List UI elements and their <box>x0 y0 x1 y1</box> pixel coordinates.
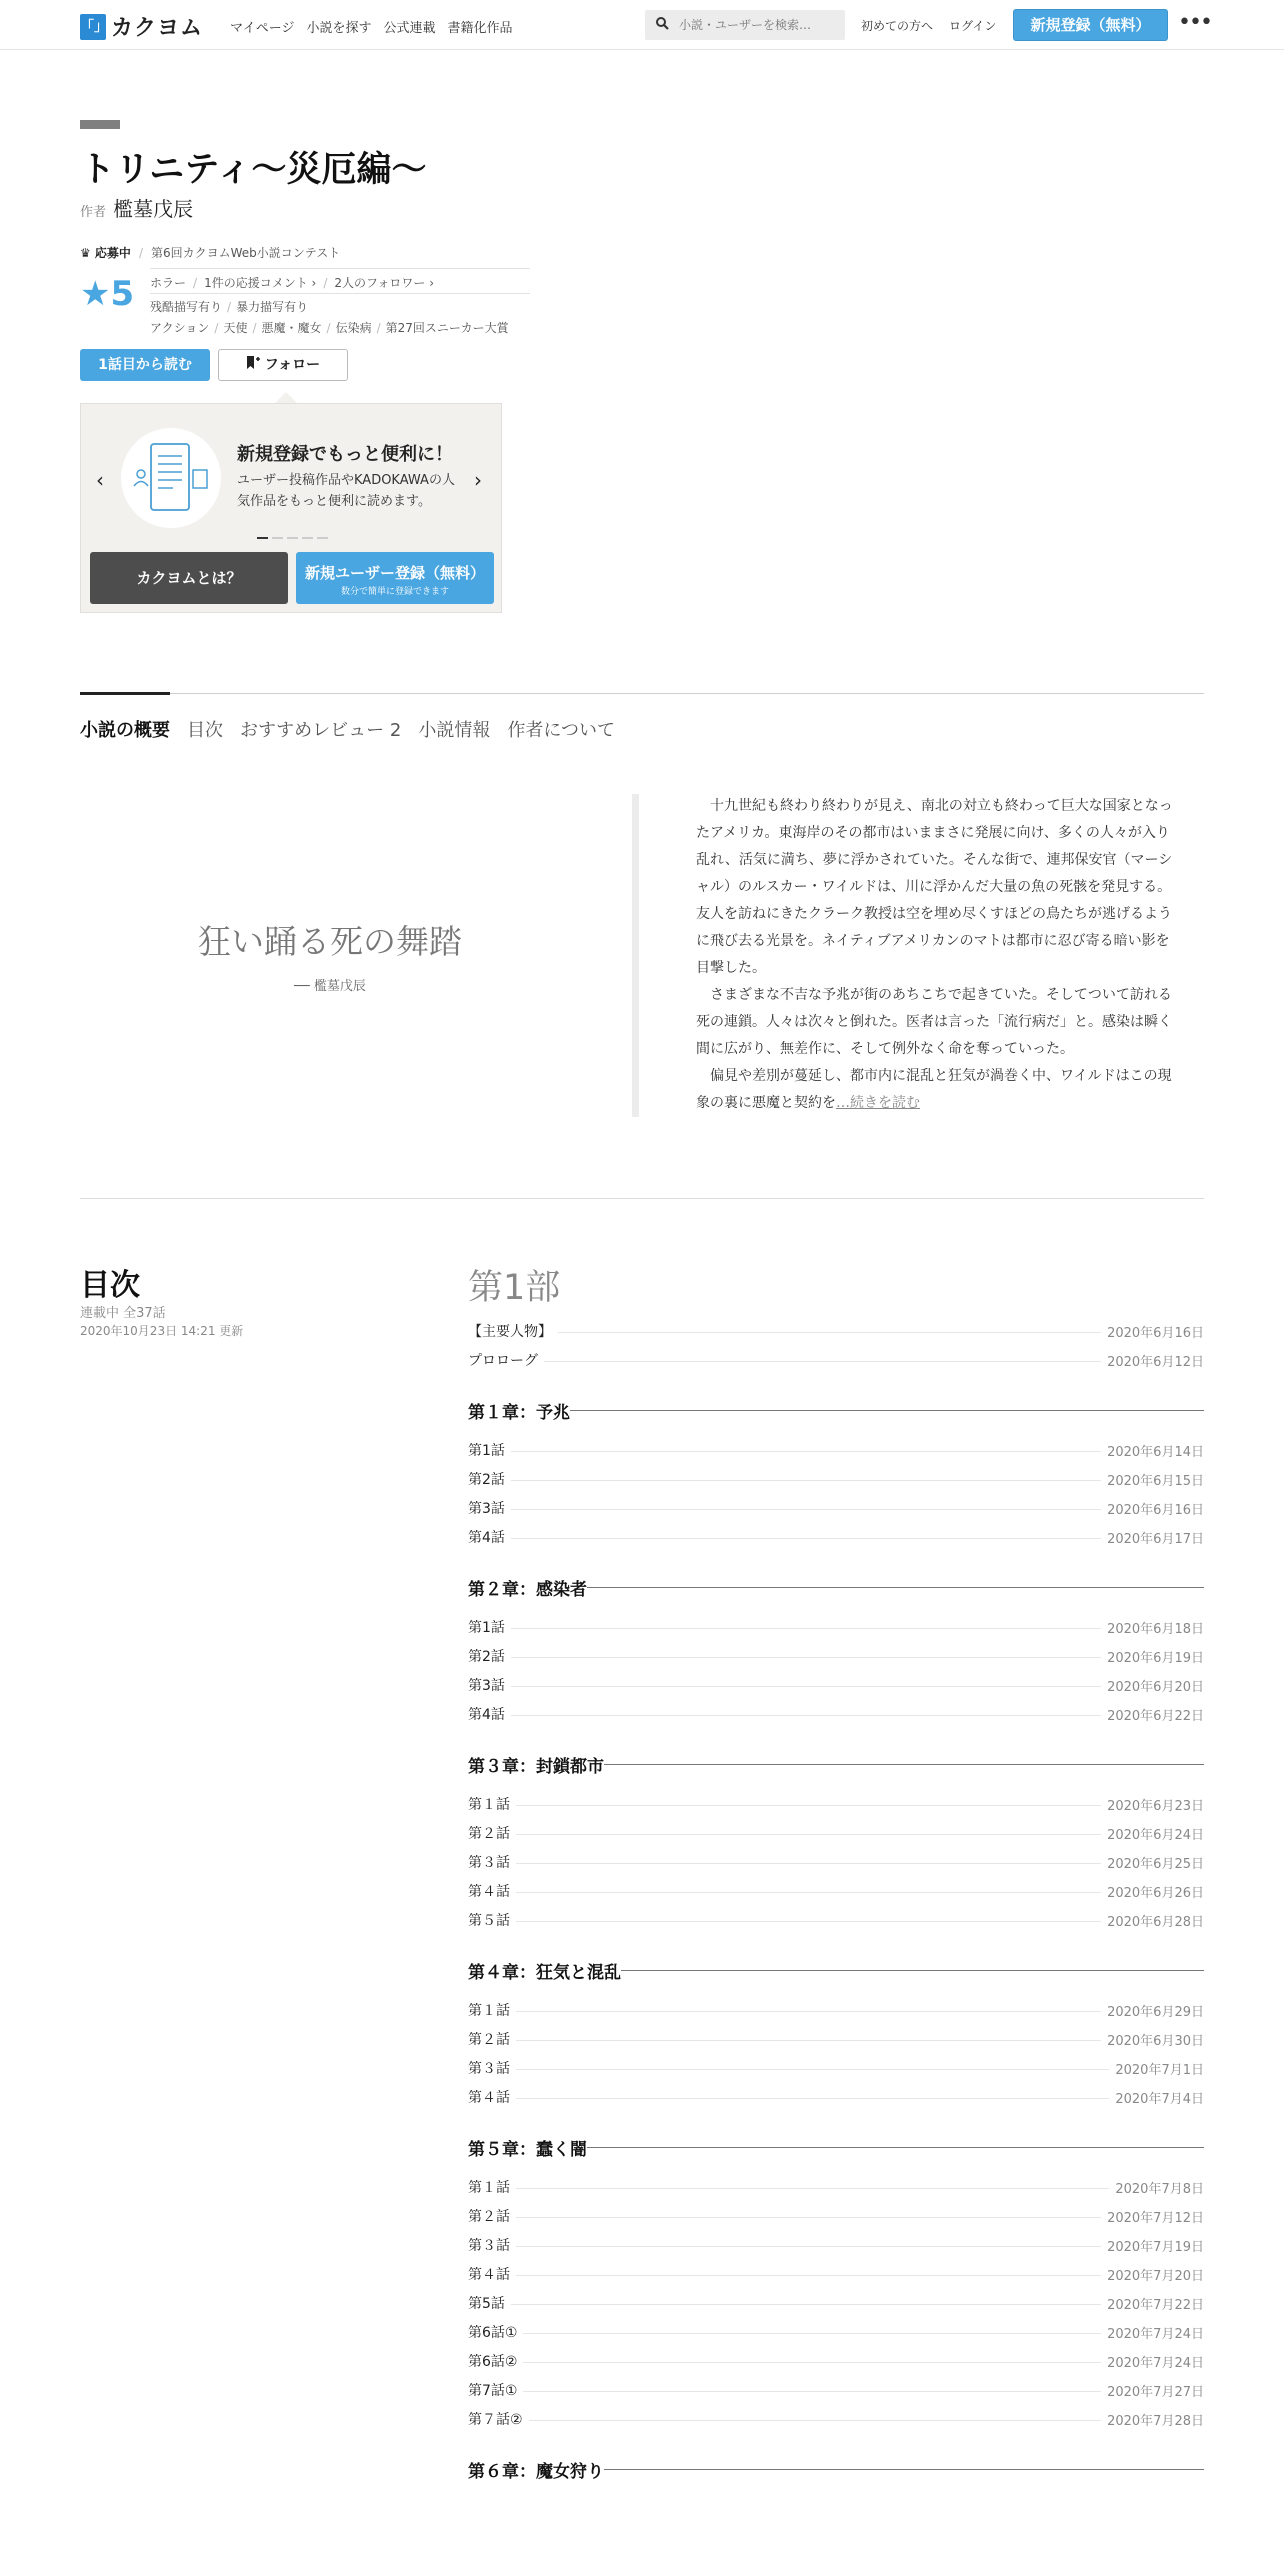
carousel-dot[interactable] <box>317 537 328 539</box>
work-tabs <box>80 716 632 742</box>
episode-title[interactable]: 第1話 <box>468 1443 505 1459</box>
leader-line <box>516 2217 1101 2218</box>
tag-link[interactable]: 伝染病 <box>335 321 372 335</box>
leader-line <box>516 1892 1101 1893</box>
leader-line <box>529 2420 1102 2421</box>
intro-paragraph: 十九世紀も終わり終わりが見え、南北の対立も終わって巨大な国家となったアメリカ。東海岸のその都市はいままさに発展に向け、多くの人々が入り乱れ、活気に満ち、夢に浮かされていた。そんな街で、連邦保安官（マーシャル）のルスカー・ワイルドは、川に浮かんだ大量の魚の死骸を発見する。友人を訪ねにきたクラーク教授は空を埋め尽くすほどの鳥たちが逃げるように飛び去る光景を。ネイティブアメリカンのマトは都市に忍び寄る暗い影を目撃した。 <box>696 798 1173 976</box>
episode-title[interactable]: 第4話 <box>468 1530 505 1546</box>
leader-line <box>516 2246 1101 2247</box>
episode-date: 2020年6月16日 <box>1107 1326 1204 1341</box>
follow-label: フォロー <box>264 357 321 373</box>
episode-title[interactable]: 第１話 <box>468 2003 510 2019</box>
intro-divider <box>632 794 639 1117</box>
episode-title[interactable]: 第２話 <box>468 2209 510 2225</box>
episode-title[interactable]: 第5話 <box>468 2296 505 2312</box>
leader-line <box>511 2304 1101 2305</box>
episode-date: 2020年6月20日 <box>1107 1680 1204 1695</box>
episode-title[interactable]: 第３話 <box>468 2061 510 2077</box>
device-illustration-icon <box>121 428 221 528</box>
tab-novel-info[interactable]: 小説情報 <box>418 720 491 741</box>
leader-line <box>523 2362 1101 2363</box>
leader-line <box>511 1686 1101 1687</box>
tab-toc[interactable]: 目次 <box>187 720 223 741</box>
leader-line <box>544 1361 1101 1362</box>
episode-date: 2020年7月27日 <box>1107 2385 1204 2400</box>
leader-line <box>511 1451 1101 1452</box>
episode-date: 2020年6月22日 <box>1107 1709 1204 1724</box>
chapter-heading <box>468 1396 1204 1425</box>
search-box <box>645 10 845 40</box>
signup-promo <box>80 403 502 613</box>
leader-line <box>516 2040 1101 2041</box>
logo-text: カクヨム <box>111 16 204 41</box>
leader-line <box>523 2391 1101 2392</box>
signup-sublabel: 数分で簡単に登録できます <box>340 587 449 597</box>
episode-row[interactable] <box>468 1901 1204 1930</box>
episode-title[interactable]: 第4話 <box>468 1707 505 1723</box>
episode-date: 2020年6月29日 <box>1107 2005 1204 2020</box>
leader-line <box>516 2011 1101 2012</box>
catchphrase: 狂い踊る死の舞踏 <box>198 922 462 961</box>
episode-list <box>468 1312 1204 2490</box>
chapter-heading <box>468 1573 1204 1602</box>
episode-title[interactable]: 第３話 <box>468 1855 510 1871</box>
divider <box>150 268 530 269</box>
episode-date: 2020年6月15日 <box>1107 1474 1204 1489</box>
episode-row[interactable] <box>468 2255 1204 2284</box>
carousel-dot[interactable] <box>287 537 298 539</box>
site-header <box>0 0 1284 50</box>
follow-button[interactable] <box>218 349 348 381</box>
introduction <box>696 793 1180 1117</box>
carousel-dot[interactable] <box>257 537 268 539</box>
episode-date: 2020年6月25日 <box>1107 1857 1204 1872</box>
leader-line <box>516 1805 1101 1806</box>
tab-overview[interactable]: 小説の概要 <box>80 720 170 741</box>
episode-title[interactable]: 第５話 <box>468 1913 510 1929</box>
toc-updated: 2020年10月23日 14:21 更新 <box>80 1324 244 1338</box>
episode-date: 2020年6月26日 <box>1107 1886 1204 1901</box>
warning-tag: 残酷描写有り <box>150 300 223 314</box>
part-title: 第1部 <box>468 1268 561 1308</box>
chapter-heading <box>468 1750 1204 1779</box>
read-from-first-button[interactable]: 1話目から読む <box>80 349 210 381</box>
leader-line <box>511 1538 1101 1539</box>
episode-title[interactable]: 第１話 <box>468 1797 510 1813</box>
search-input[interactable] <box>679 10 839 40</box>
episode-title[interactable]: 第1話 <box>468 1620 505 1636</box>
login-link[interactable]: ログイン <box>949 19 997 33</box>
about-kakuyomu-button[interactable]: カクヨムとは？ <box>90 552 288 604</box>
warning-tag: 暴力描写有り <box>236 300 309 314</box>
episode-date: 2020年7月1日 <box>1115 2063 1204 2078</box>
episode-date: 2020年6月23日 <box>1107 1799 1204 1814</box>
active-tab-indicator <box>80 692 170 695</box>
episode-row[interactable] <box>468 2049 1204 2078</box>
tag-link[interactable]: 天使 <box>223 321 248 335</box>
episode-row[interactable] <box>468 1489 1204 1518</box>
episode-title[interactable]: 第2話 <box>468 1472 505 1488</box>
episode-row[interactable] <box>468 1872 1204 1901</box>
section-divider <box>80 1198 1204 1199</box>
promo-heading: 新規登録でもっと便利に！ <box>237 444 453 465</box>
leader-line <box>511 1509 1101 1510</box>
episode-row[interactable] <box>468 2371 1204 2400</box>
episode-title[interactable]: 第7話① <box>468 2383 518 2399</box>
chapter-heading <box>468 2133 1204 2162</box>
episode-date: 2020年6月19日 <box>1107 1651 1204 1666</box>
episode-date: 2020年6月16日 <box>1107 1503 1204 1518</box>
leader-line <box>523 2333 1101 2334</box>
carousel-dot[interactable] <box>302 537 313 539</box>
episode-date: 2020年7月22日 <box>1107 2298 1204 2313</box>
keyword-tags: アクション / 天使 / 悪魔・魔女 / 伝染病 / 第27回スニーカー大賞 <box>150 321 509 335</box>
episode-date: 2020年6月14日 <box>1107 1445 1204 1460</box>
contest-badge: ♛ 応募中 <box>80 246 131 260</box>
catchphrase-author: ── 檻墓戊辰 <box>294 979 366 994</box>
warning-tags: 残酷描写有り / 暴力描写有り <box>150 300 309 314</box>
toc-status: 連載中 全37話 <box>80 1306 166 1321</box>
intro-paragraph: さまざまな不吉な予兆が街のあちこちで起きていた。そしてついて訪れる死の連鎖。人々は次々と倒れた。医者は言った「流行病だ」と。感染は瞬く間に広がり、無差作に、そして例外なく命を奪っていった。 <box>696 987 1172 1057</box>
episode-row[interactable] <box>468 1814 1204 1843</box>
logo-mark: 「」 <box>80 14 106 40</box>
episode-date: 2020年6月24日 <box>1107 1828 1204 1843</box>
episode-row[interactable] <box>468 1460 1204 1489</box>
work-meta: ホラー / 1件の応援コメント › / 2人のフォロワー › <box>150 276 435 290</box>
tabs-divider <box>80 693 1204 694</box>
toc-heading: 目次 <box>80 1268 140 1303</box>
episode-date: 2020年7月8日 <box>1115 2182 1204 2197</box>
chevron-left-icon[interactable]: ‹ <box>96 468 104 492</box>
episode-date: 2020年7月28日 <box>1107 2414 1204 2429</box>
read-more-link[interactable]: …続きを読む <box>836 1095 920 1111</box>
intro-text: 偏見や差別が蔓延し、都市内に混乱と狂気が渦巻く中、ワイルドはこの現象の裏に悪魔と契約を <box>696 1068 1172 1111</box>
tag-link[interactable]: アクション <box>150 321 210 335</box>
episode-date: 2020年7月12日 <box>1107 2211 1204 2226</box>
chapter-heading <box>468 1956 1204 1985</box>
episode-row[interactable] <box>468 1695 1204 1724</box>
work-title: トリニティ～災厄編～ <box>80 150 427 190</box>
genre-link[interactable]: ホラー <box>150 276 187 290</box>
episode-row[interactable] <box>468 2168 1204 2197</box>
chapter-title: 第２章：感染者 <box>468 1580 587 1600</box>
nav-search-novels[interactable]: 小説を探す <box>306 21 372 36</box>
episode-date: 2020年7月24日 <box>1107 2356 1204 2371</box>
episode-title[interactable]: 第１話 <box>468 2180 510 2196</box>
search-icon[interactable] <box>655 16 669 34</box>
nav-official[interactable]: 公式連載 <box>383 21 436 36</box>
signup-label: 新規ユーザー登録（無料） <box>304 564 485 582</box>
intro-paragraph <box>696 1063 1180 1117</box>
chapter-title: 第１章：予兆 <box>468 1403 570 1423</box>
episode-date: 2020年7月24日 <box>1107 2327 1204 2342</box>
episode-row[interactable] <box>468 1312 1204 1341</box>
tag-link[interactable]: 悪魔・魔女 <box>261 321 322 335</box>
episode-row[interactable] <box>468 1666 1204 1695</box>
episode-row[interactable] <box>468 1843 1204 1872</box>
episode-date: 2020年6月28日 <box>1107 1915 1204 1930</box>
episode-row[interactable] <box>468 1518 1204 1547</box>
episode-title[interactable]: 第３話 <box>468 2238 510 2254</box>
episode-row[interactable] <box>468 2020 1204 2049</box>
first-time-link[interactable]: 初めての方へ <box>861 19 934 33</box>
promo-pointer <box>275 392 297 403</box>
leader-line <box>516 2188 1109 2189</box>
leader-line <box>516 2069 1109 2070</box>
episode-row[interactable] <box>468 2284 1204 2313</box>
carousel-dot[interactable] <box>272 537 283 539</box>
carousel-dots <box>257 537 328 539</box>
episode-title[interactable]: 第3話 <box>468 1501 505 1517</box>
contest-name[interactable]: 第6回カクヨムWeb小説コンテスト <box>150 246 341 260</box>
nav-published[interactable]: 書籍化作品 <box>447 21 513 36</box>
episode-title[interactable]: 第6話② <box>468 2354 518 2370</box>
episode-row[interactable] <box>468 1785 1204 1814</box>
star-rating[interactable]: ★5 <box>80 274 135 314</box>
episode-title[interactable]: 第４話 <box>468 1884 510 1900</box>
site-logo[interactable] <box>80 11 203 42</box>
tag-link[interactable]: 第27回スニーカー大賞 <box>385 321 509 335</box>
episode-date: 2020年6月12日 <box>1107 1355 1204 1370</box>
promo-text: ユーザー投稿作品やKADOKAWAの人気作品をもっと便利に読めます。 <box>237 473 455 509</box>
episode-row[interactable] <box>468 1991 1204 2020</box>
episode-row[interactable] <box>468 1431 1204 1460</box>
more-menu-icon[interactable]: ••• <box>1178 10 1211 35</box>
leader-line <box>511 1657 1101 1658</box>
leader-line <box>516 1834 1101 1835</box>
bookmark-plus-icon <box>246 357 260 373</box>
author-name[interactable]: 檻墓戊辰 <box>113 197 194 221</box>
leader-line <box>516 1921 1101 1922</box>
tab-reviews[interactable]: おすすめレビュー 2 <box>240 720 402 741</box>
episode-title[interactable]: 第４話 <box>468 2267 510 2283</box>
leader-line <box>511 1628 1101 1629</box>
divider <box>150 293 530 294</box>
comments-link[interactable]: 1件の応援コメント › <box>204 276 317 290</box>
episode-title[interactable]: 第２話 <box>468 2032 510 2048</box>
title-accent-bar <box>80 120 120 129</box>
author-row <box>80 193 193 222</box>
chapter-rule <box>587 1587 1204 1588</box>
chapter-title: 第４章：狂気と混乱 <box>468 1963 621 1983</box>
episode-row[interactable] <box>468 1637 1204 1666</box>
episode-row[interactable] <box>468 2078 1204 2107</box>
episode-row[interactable] <box>468 1608 1204 1637</box>
episode-row[interactable] <box>468 2226 1204 2255</box>
signup-button[interactable]: 新規登録（無料） <box>1013 9 1168 41</box>
episode-row[interactable] <box>468 2197 1204 2226</box>
author-label: 作者 <box>80 205 107 220</box>
episode-title[interactable]: 第４話 <box>468 2090 510 2106</box>
chapter-title: 第５章：蠢く闇 <box>468 2140 587 2160</box>
new-user-signup-button[interactable] <box>296 552 494 604</box>
episode-date: 2020年7月4日 <box>1115 2092 1204 2107</box>
leader-line <box>516 2098 1109 2099</box>
leader-line <box>516 1863 1101 1864</box>
episode-date: 2020年6月18日 <box>1107 1622 1204 1637</box>
episode-title[interactable]: 【主要人物】 <box>468 1324 552 1340</box>
episode-title[interactable]: 第2話 <box>468 1649 505 1665</box>
chapter-rule <box>604 2469 1204 2470</box>
contest-row: ♛ 応募中 / 第6回カクヨムWeb小説コンテスト <box>80 246 341 260</box>
leader-line <box>558 1332 1101 1333</box>
chapter-rule <box>621 1970 1204 1971</box>
chapter-rule <box>604 1764 1204 1765</box>
episode-title[interactable]: 第3話 <box>468 1678 505 1694</box>
episode-title[interactable]: 第２話 <box>468 1826 510 1842</box>
leader-line <box>511 1715 1101 1716</box>
episode-title[interactable]: プロローグ <box>468 1353 538 1369</box>
episode-row[interactable] <box>468 2342 1204 2371</box>
chapter-rule <box>570 1410 1204 1411</box>
episode-title[interactable]: 第6話① <box>468 2325 518 2341</box>
episode-date: 2020年6月30日 <box>1107 2034 1204 2049</box>
leader-line <box>516 2275 1101 2276</box>
chapter-title: 第６章：魔女狩り <box>468 2462 604 2482</box>
chapter-heading <box>468 2455 1204 2484</box>
episode-row[interactable] <box>468 2400 1204 2429</box>
followers-link[interactable]: 2人のフォロワー › <box>334 276 435 290</box>
chapter-rule <box>587 2147 1204 2148</box>
chevron-right-icon[interactable]: › <box>474 468 482 492</box>
chapter-title: 第３章：封鎖都市 <box>468 1757 604 1777</box>
main-nav <box>230 17 513 36</box>
episode-row[interactable] <box>468 1341 1204 1370</box>
nav-mypage[interactable]: マイページ <box>230 21 295 36</box>
episode-date: 2020年7月19日 <box>1107 2240 1204 2255</box>
episode-title[interactable]: 第７話② <box>468 2412 523 2428</box>
episode-date: 2020年7月20日 <box>1107 2269 1204 2284</box>
leader-line <box>511 1480 1101 1481</box>
episode-date: 2020年6月17日 <box>1107 1532 1204 1547</box>
tab-about-author[interactable]: 作者について <box>507 720 615 741</box>
episode-row[interactable] <box>468 2313 1204 2342</box>
